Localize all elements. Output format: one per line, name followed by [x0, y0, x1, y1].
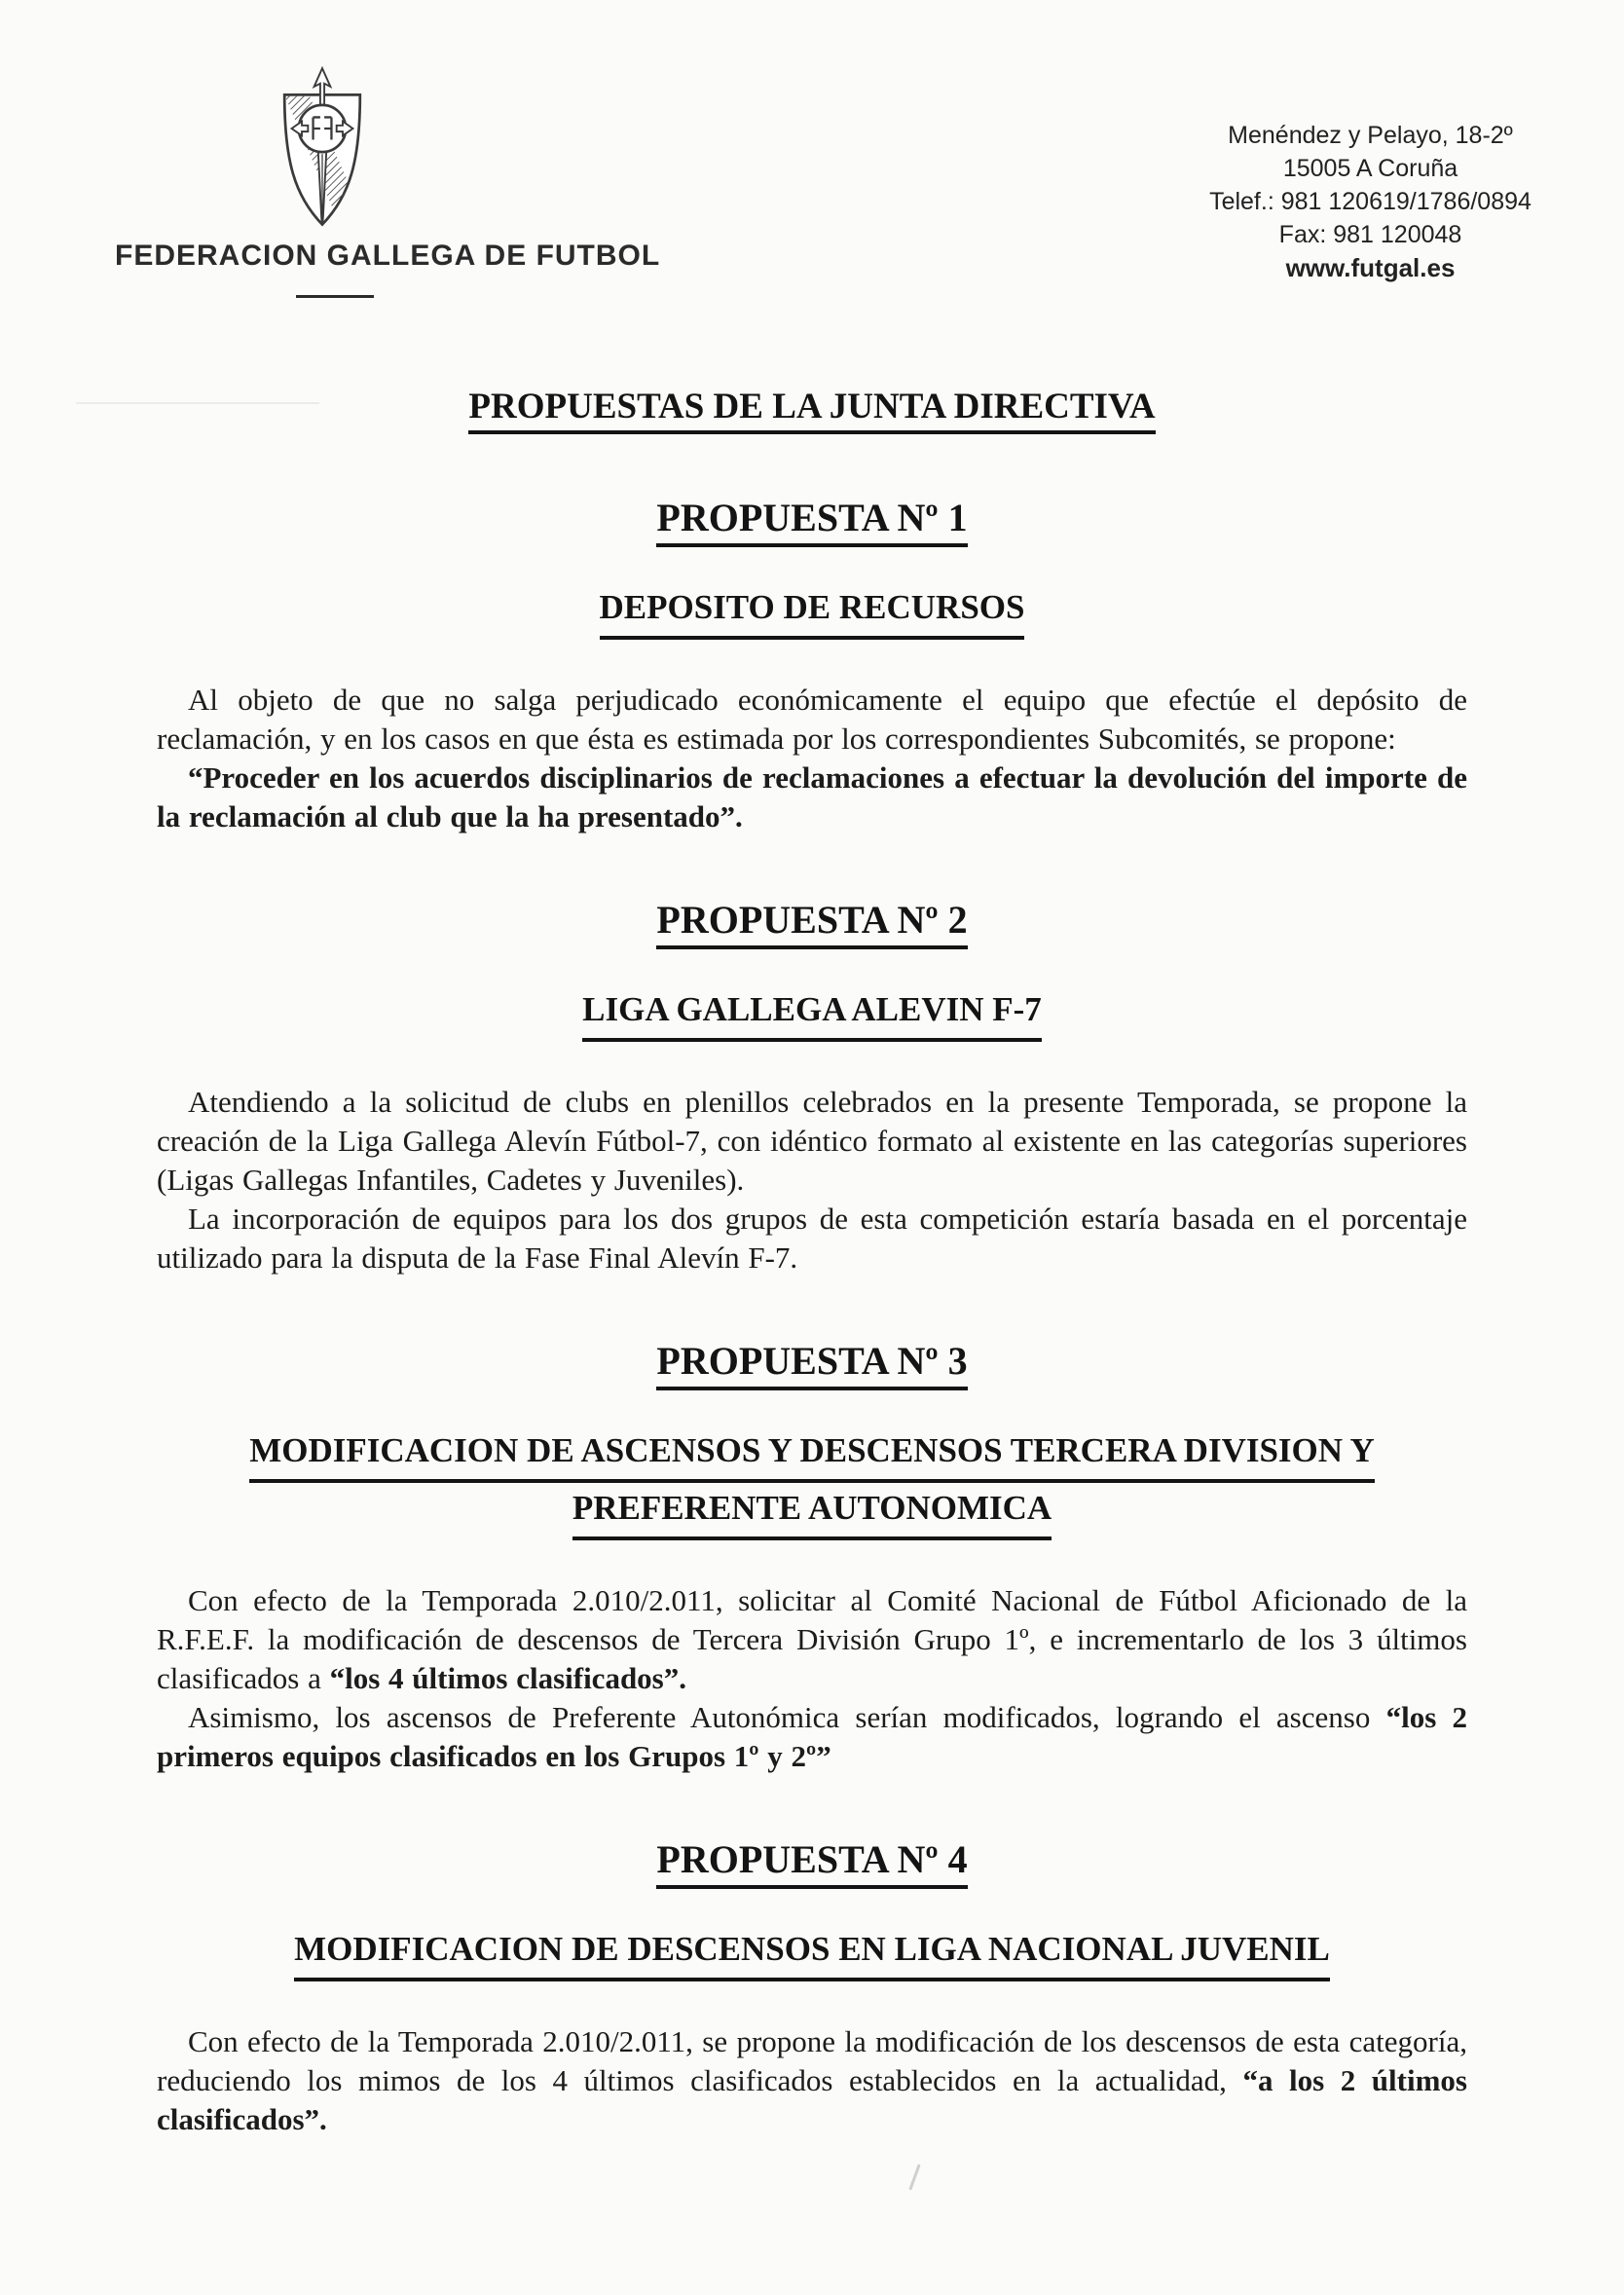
proposal-number: PROPUESTA Nº 1 [157, 495, 1467, 547]
paragraph: Con efecto de la Temporada 2.010/2.011, solicitar al Comité Nacional de Fútbol Aficionado de la R.F.E.F. la modificación de descensos de Tercera División Grupo 1º, e incrementarlo de los 3 últimos clasificados a “los 4 últimos clasificados”. [157, 1583, 1467, 1695]
proposal-subject [157, 582, 1467, 640]
letterhead [0, 0, 1624, 341]
proposals-list [157, 495, 1467, 2139]
proposal-paragraphs [157, 1083, 1467, 1277]
proposal-subject [157, 984, 1467, 1042]
proposal-section [157, 897, 1467, 1277]
proposal-subject-line: MODIFICACION DE DESCENSOS EN LIGA NACIONAL JUVENIL [157, 1924, 1467, 1981]
paragraph: La incorporación de equipos para los dos grupos de esta competición estaría basada en el porcentaje utilizado para la disputa de la Fase Final Alevín F-7. [157, 1202, 1467, 1275]
proposal-number: PROPUESTA Nº 2 [157, 897, 1467, 949]
proposal-subject [157, 1425, 1467, 1540]
proposal-paragraphs [157, 681, 1467, 836]
document-title-text: PROPUESTAS DE LA JUNTA DIRECTIVA [468, 386, 1155, 434]
proposal-subject-line: PREFERENTE AUTONOMICA [157, 1483, 1467, 1540]
document-body [157, 386, 1467, 2139]
organization-name: FEDERACION GALLEGA DE FUTBOL [115, 240, 661, 272]
fax-line: Fax: 981 120048 [1278, 221, 1462, 248]
organization-name-rule [296, 295, 374, 298]
paragraph: Asimismo, los ascensos de Preferente Autonómica serían modificados, logrando el ascenso “los 2 primeros equipos clasificados en los Grupos 1º y 2º” [157, 1700, 1467, 1773]
contact-block [1178, 119, 1563, 284]
paragraph: Atendiendo a la solicitud de clubs en plenillos celebrados en la presente Temporada, se propone la creación de la Liga Gallega Alevín Fútbol-7, con idéntico formato al existente en las categorías superiores (Ligas Gallegas Infantiles, Cadetes y Juveniles). [157, 1085, 1467, 1197]
proposal-number: PROPUESTA Nº 3 [157, 1338, 1467, 1390]
proposal-paragraphs [157, 1581, 1467, 1776]
proposal-section [157, 495, 1467, 836]
scan-artifact-mark [908, 2164, 920, 2190]
proposal-paragraphs [157, 2022, 1467, 2139]
proposal-subject [157, 1924, 1467, 1981]
paragraph: Con efecto de la Temporada 2.010/2.011, se propone la modificación de los descensos de esta categoría, reduciendo los mimos de los 4 últimos clasificados establecidos en la actualidad, “a los 2 últimos clasificados”. [157, 2024, 1467, 2136]
document-title [157, 386, 1467, 434]
proposal-section [157, 1836, 1467, 2139]
address-line-1: Menéndez y Pelayo, 18-2º [1228, 122, 1513, 149]
proposal-subject-line: DEPOSITO DE RECURSOS [157, 582, 1467, 640]
website-url: www.futgal.es [1285, 253, 1456, 282]
proposal-number: PROPUESTA Nº 4 [157, 1836, 1467, 1889]
address-line-2: 15005 A Coruña [1282, 155, 1458, 182]
paragraph: “Proceder en los acuerdos disciplinarios de reclamaciones a efectuar la devolución del importe de la reclamación al club que la ha presentado”. [157, 760, 1467, 833]
federation-shield-icon [261, 66, 384, 239]
paragraph: Al objeto de que no salga perjudicado económicamente el equipo que efectúe el depósito de reclamación, y en los casos en que ésta es estimada por los correspondientes Subcomités, se propone: [157, 683, 1467, 756]
proposal-subject-line: MODIFICACION DE ASCENSOS Y DESCENSOS TERCERA DIVISION Y [157, 1425, 1467, 1483]
phone-line: Telef.: 981 120619/1786/0894 [1209, 188, 1532, 215]
proposal-subject-line: LIGA GALLEGA ALEVIN F-7 [157, 984, 1467, 1042]
proposal-section [157, 1338, 1467, 1776]
